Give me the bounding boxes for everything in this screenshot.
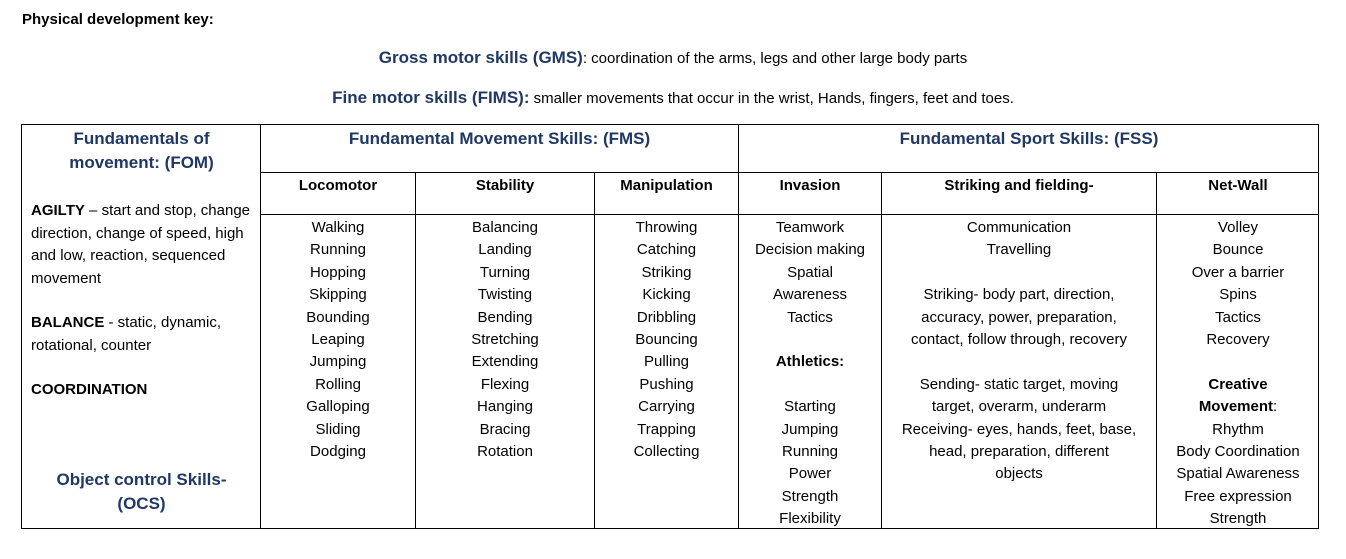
list-item: Spatial — [787, 263, 833, 281]
fom-title-line2: movement: (FOM) — [69, 153, 214, 172]
list-item: Flexibility — [779, 510, 841, 528]
list-item: Leaping — [311, 331, 365, 349]
striking-para1-line: Striking- body part, direction, — [923, 286, 1115, 304]
list-item: Turning — [479, 263, 531, 281]
list-item: Kicking — [642, 286, 691, 304]
list-item: Running — [782, 443, 838, 461]
list-item: Twisting — [477, 286, 533, 304]
list-item: Rolling — [315, 375, 361, 393]
locomotor-list — [261, 217, 415, 463]
stability-header: Stability — [475, 177, 535, 194]
agility-paragraph — [31, 200, 259, 290]
fss-header: Fundamental Sport Skills: (FSS) — [899, 129, 1159, 148]
list-item: Decision making — [754, 241, 866, 259]
list-item: Extending — [471, 353, 539, 371]
gms-term: Gross motor skills (GMS) — [378, 48, 583, 67]
list-item: Awareness — [773, 286, 847, 304]
list-item: Over a barrier — [1191, 263, 1285, 281]
list-item: Sliding — [315, 420, 361, 438]
list-item: Bouncing — [635, 331, 698, 349]
gms-text: : coordination of the arms, legs and other large body parts — [582, 50, 968, 67]
ocs-title-line1: Object control Skills- — [56, 470, 227, 489]
agility-text: – start and stop, change direction, change of speed, high and low, reaction, sequenced movement — [31, 202, 251, 287]
list-item: Volley — [1217, 219, 1259, 236]
striking-para2-line: objects — [995, 465, 1043, 483]
header-divider — [260, 172, 1318, 173]
list-item: Teamwork — [775, 219, 845, 236]
list-item: Trapping — [637, 420, 696, 438]
list-item: Catching — [636, 241, 697, 259]
fom-title — [22, 127, 261, 175]
list-item: Jumping — [781, 420, 839, 438]
fom-definitions — [31, 200, 259, 402]
balance-paragraph — [31, 312, 259, 357]
list-item: Hopping — [310, 263, 366, 281]
list-item: Jumping — [309, 353, 367, 371]
key-title: Physical development key: — [22, 11, 214, 28]
striking-para2-line: Receiving- eyes, hands, feet, base, — [901, 420, 1137, 438]
striking-list — [882, 217, 1156, 486]
creative-label-line2 — [1157, 396, 1319, 418]
list-item: Landing — [478, 241, 532, 259]
netwall-header: Net-Wall — [1208, 177, 1268, 194]
list-item: Flexing — [480, 375, 530, 393]
coordination-label: COORDINATION — [31, 381, 148, 398]
fims-definition — [0, 88, 1346, 108]
athletics-label: Athletics: — [775, 353, 845, 371]
creative-colon: : — [1273, 398, 1278, 416]
fims-term: Fine motor skills (FIMS): — [332, 88, 530, 107]
list-item: Stretching — [471, 331, 539, 349]
list-item: Starting — [784, 398, 836, 416]
manipulation-header: Manipulation — [620, 177, 713, 194]
list-item: Galloping — [306, 398, 370, 416]
fms-header: Fundamental Movement Skills: (FMS) — [348, 129, 651, 148]
striking-para2-line: target, overarm, underarm — [931, 398, 1107, 416]
ocs-title — [22, 468, 261, 516]
fom-title-line1: Fundamentals of — [73, 129, 210, 148]
list-item: Bending — [477, 308, 533, 326]
list-item: Strength — [1209, 510, 1267, 528]
list-item: Free expression — [1184, 487, 1292, 505]
agility-label: AGILTY — [31, 202, 85, 219]
list-item: Tactics — [787, 308, 833, 326]
list-item: Dribbling — [636, 308, 697, 326]
list-item: Body Coordination — [1176, 443, 1300, 461]
striking-para1-line: accuracy, power, preparation, — [921, 308, 1117, 326]
list-item: Rotation — [477, 443, 533, 461]
list-item: Throwing — [635, 219, 698, 236]
list-item: Tactics — [1215, 308, 1261, 326]
locomotor-header: Locomotor — [298, 177, 378, 194]
balance-text: - static, dynamic, rotational, counter — [31, 314, 222, 354]
manipulation-list — [595, 217, 738, 463]
striking-para2-line: head, preparation, different — [929, 443, 1109, 461]
list-item: Collecting — [633, 443, 700, 461]
list-item: Strength — [781, 487, 839, 505]
creative-movement-word: Movement — [1198, 398, 1273, 416]
invasion-header: Invasion — [779, 177, 841, 194]
list-item: Running — [310, 241, 366, 259]
list-item: Pushing — [639, 375, 694, 393]
striking-header: Striking and fielding- — [944, 177, 1094, 194]
list-item: Balancing — [472, 219, 538, 236]
list-item: Bounce — [1212, 241, 1264, 259]
striking-para1-line: contact, follow through, recovery — [911, 331, 1127, 349]
skills-table — [21, 124, 1319, 529]
list-item: Dodging — [310, 443, 366, 461]
list-item: Skipping — [309, 286, 367, 304]
list-item: Bounding — [306, 308, 370, 326]
stability-list — [416, 217, 594, 463]
ocs-title-line2: (OCS) — [117, 494, 166, 513]
list-item: Hanging — [477, 398, 533, 416]
list-item: Recovery — [1206, 331, 1270, 349]
list-item: Travelling — [986, 241, 1052, 259]
gms-definition — [0, 48, 1346, 68]
netwall-list — [1157, 217, 1319, 531]
list-item: Walking — [311, 219, 365, 236]
balance-label: BALANCE — [31, 314, 105, 331]
invasion-list — [739, 217, 881, 531]
list-item: Spins — [1219, 286, 1257, 304]
list-item: Spatial Awareness — [1176, 465, 1300, 483]
creative-label-line1: Creative — [1208, 375, 1268, 393]
list-item: Striking — [641, 263, 692, 281]
list-item: Communication — [966, 219, 1072, 236]
list-item: Rhythm — [1212, 420, 1264, 438]
list-item: Power — [788, 465, 832, 483]
list-item: Pulling — [643, 353, 690, 371]
list-item: Bracing — [479, 420, 531, 438]
subheader-divider — [260, 214, 1318, 215]
fims-text: smaller movements that occur in the wrist, Hands, fingers, feet and toes. — [529, 90, 1014, 107]
striking-para2-line: Sending- static target, moving — [919, 375, 1119, 393]
list-item: Carrying — [638, 398, 695, 416]
